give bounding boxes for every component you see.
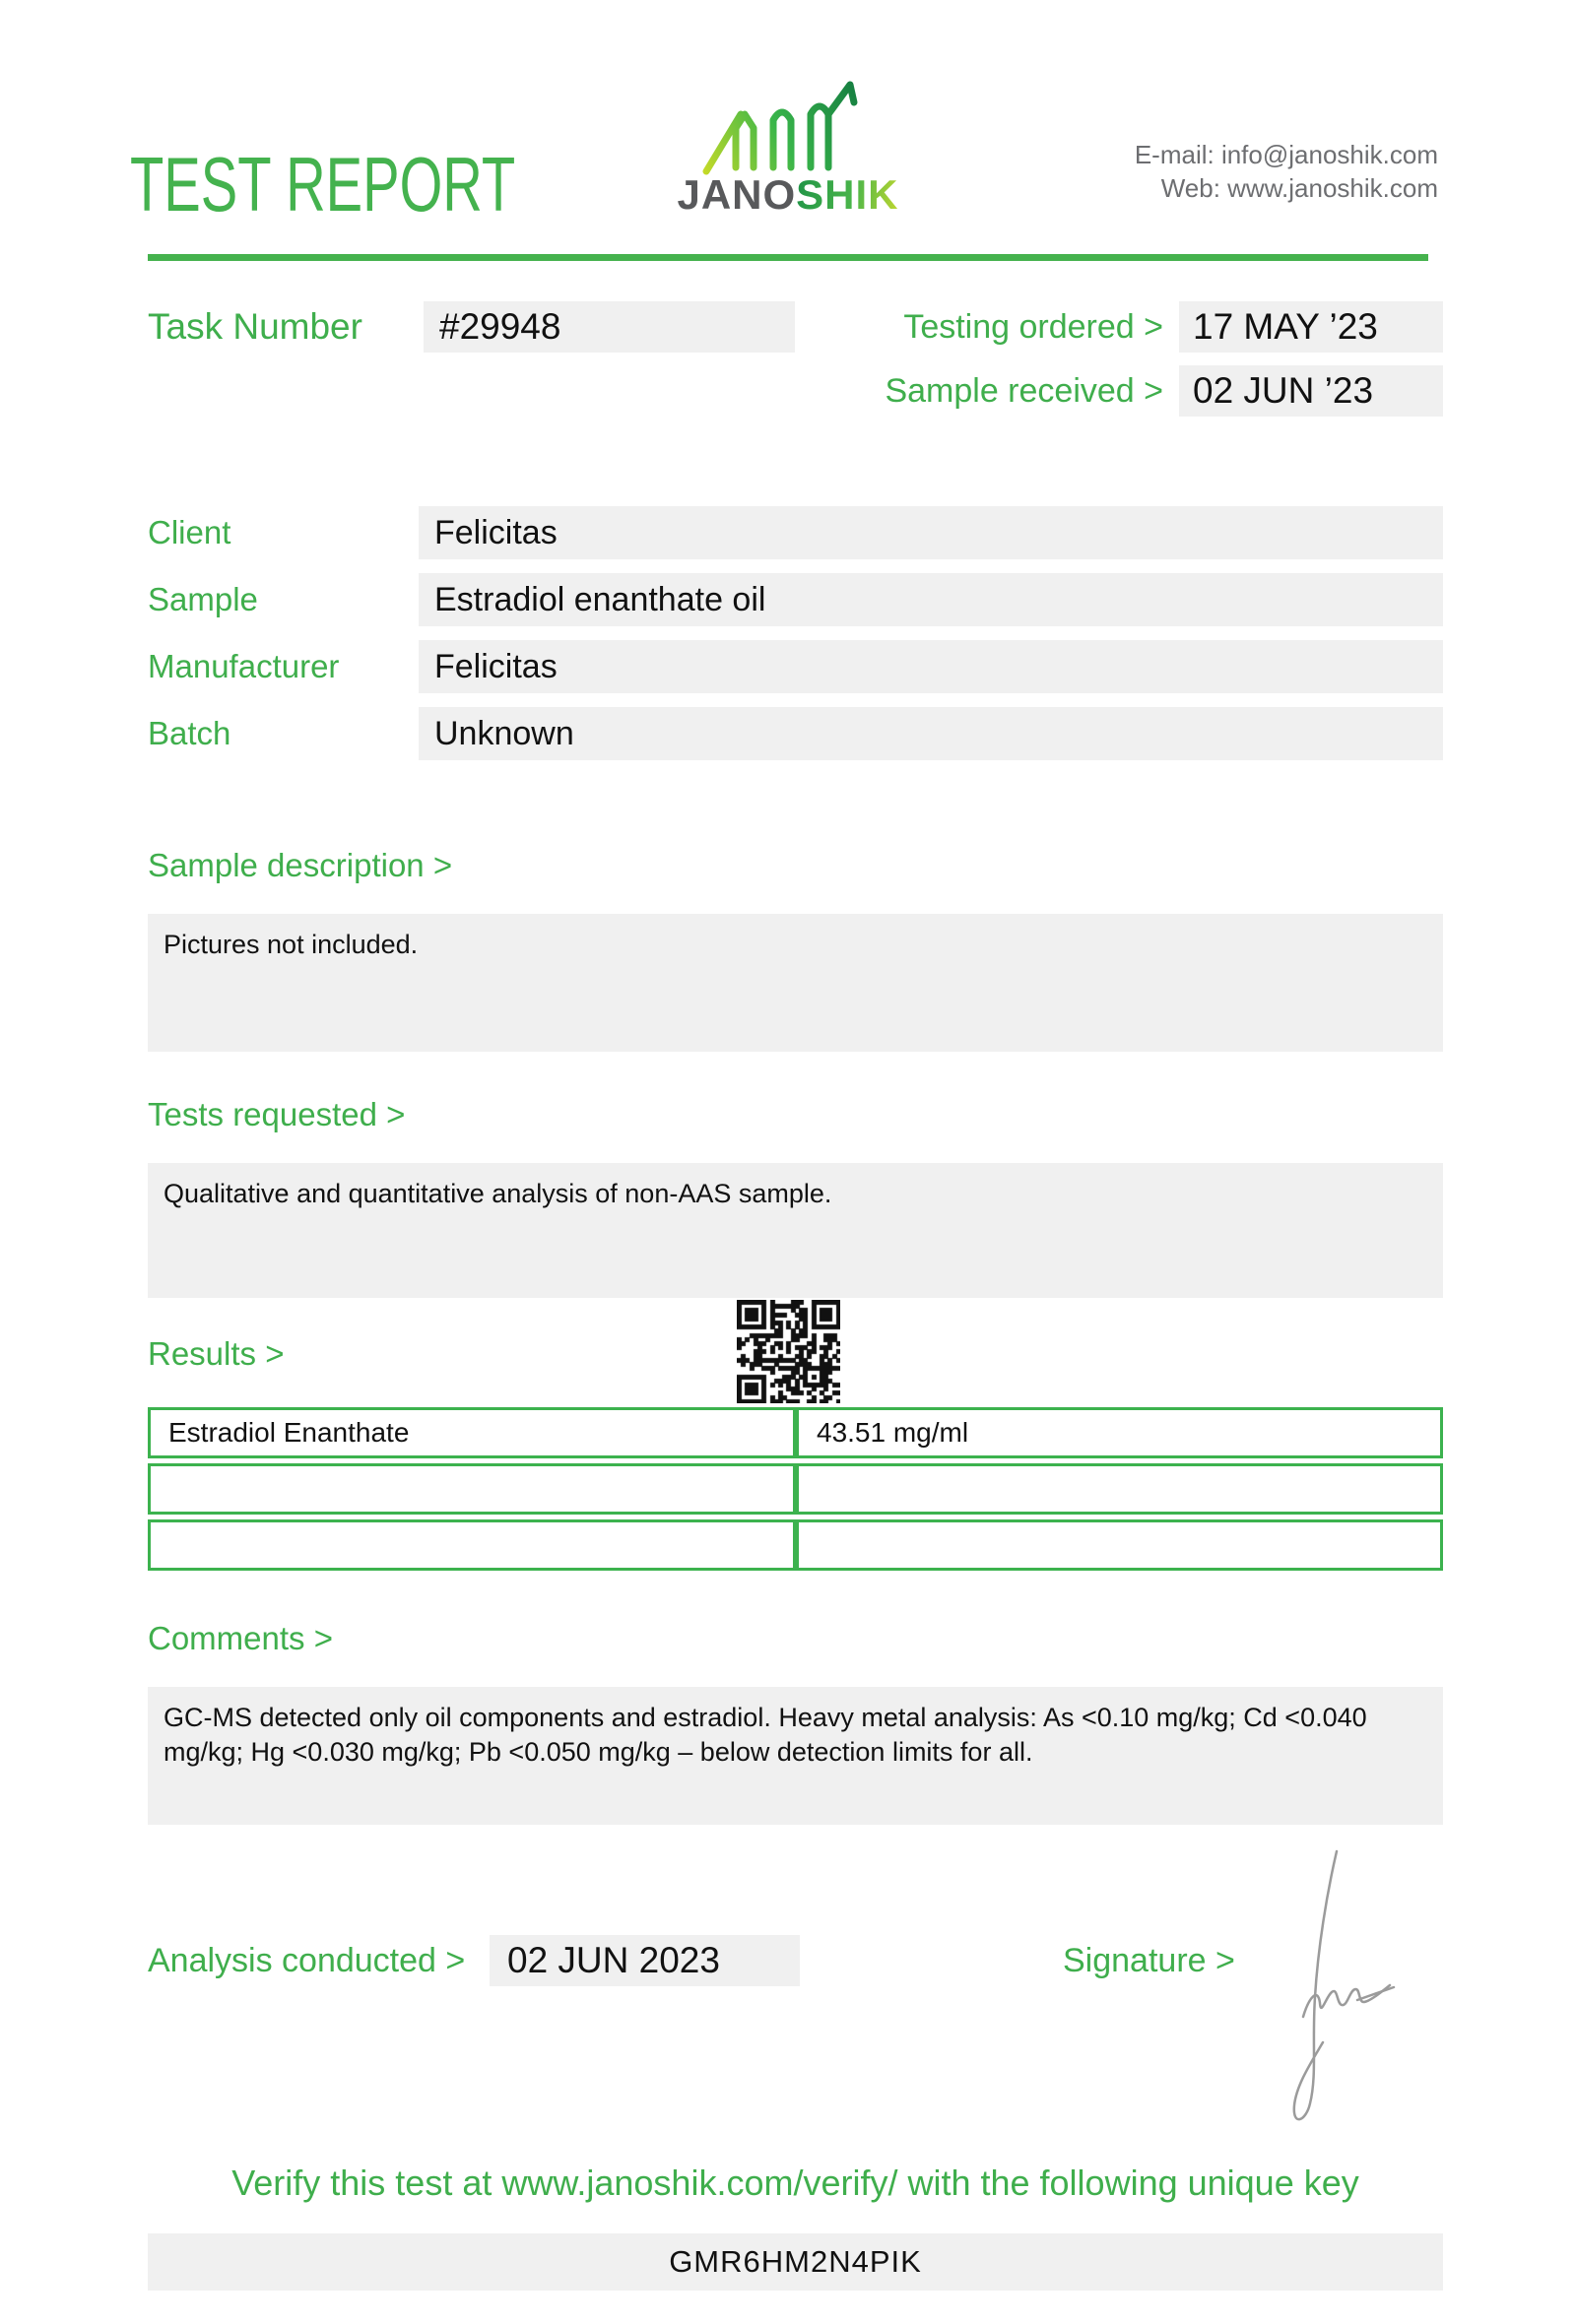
sample-description-box: Pictures not included. [148,914,1443,1052]
unique-key: GMR6HM2N4PIK [148,2233,1443,2291]
result-analyte-empty [148,1519,796,1571]
client-value: Felicitas [419,506,1443,559]
client-label: Client [148,514,231,550]
sample-details [148,506,1443,774]
logo-wordmark [650,171,926,219]
detail-row-manufacturer [148,640,1443,693]
sample-label: Sample [148,581,258,617]
page-title: TEST REPORT [130,141,516,227]
results-table [148,1407,1443,1576]
batch-label: Batch [148,715,231,751]
contact-web: Web: www.janoshik.com [1160,173,1438,203]
comments-heading: Comments > [148,1620,333,1656]
analysis-conducted-label: Analysis conducted > [148,1942,466,1979]
analysis-conducted-value: 02 JUN 2023 [490,1935,800,1986]
tests-requested-heading: Tests requested > [148,1096,406,1132]
signature-label: Signature > [1063,1942,1235,1979]
results-heading: Results > [148,1335,285,1372]
detail-row-batch [148,707,1443,760]
detail-row-client [148,506,1443,559]
manufacturer-value: Felicitas [419,640,1443,693]
results-row-1 [148,1407,1443,1458]
result-value-empty [796,1519,1443,1571]
testing-ordered-row [903,301,1443,353]
result-value: 43.51 mg/ml [796,1407,1443,1458]
testing-ordered-label: Testing ordered > [903,307,1163,346]
task-number-value: #29948 [424,301,795,353]
logo-shik: SHIK [796,171,899,218]
result-analyte: Estradiol Enanthate [148,1407,796,1458]
verify-instruction: Verify this test at www.janoshik.com/verify/ with the following unique key [231,2163,1359,2203]
result-value-empty [796,1463,1443,1515]
results-row-2 [148,1463,1443,1515]
task-number-label: Task Number [148,306,362,347]
bar-chart-growth-icon [692,77,885,175]
contact-email: E-mail: info@janoshik.com [1134,140,1438,169]
batch-value: Unknown [419,707,1443,760]
tests-requested-box: Qualitative and quantitative analysis of non-AAS sample. [148,1163,1443,1298]
contact-info [1135,138,1438,205]
signature-scribble [1264,1840,1402,2135]
manufacturer-label: Manufacturer [148,648,340,684]
logo-jano: JANO [677,171,797,218]
testing-ordered-value: 17 MAY ’23 [1179,301,1443,353]
results-row-3 [148,1519,1443,1571]
sample-received-row [885,365,1443,417]
sample-description-heading: Sample description > [148,847,453,883]
header-divider [148,254,1428,261]
qr-code [737,1300,840,1403]
result-analyte-empty [148,1463,796,1515]
janoshik-logo [650,77,926,219]
sample-received-value: 02 JUN ’23 [1179,365,1443,417]
sample-received-label: Sample received > [885,371,1163,410]
comments-box: GC-MS detected only oil components and estradiol. Heavy metal analysis: As <0.10 mg/kg; Cd <0.040 mg/kg; Hg <0.030 mg/kg; Pb <0.050 mg/kg – below detection limits for all. [148,1687,1443,1825]
sample-value: Estradiol enanthate oil [419,573,1443,626]
detail-row-sample [148,573,1443,626]
